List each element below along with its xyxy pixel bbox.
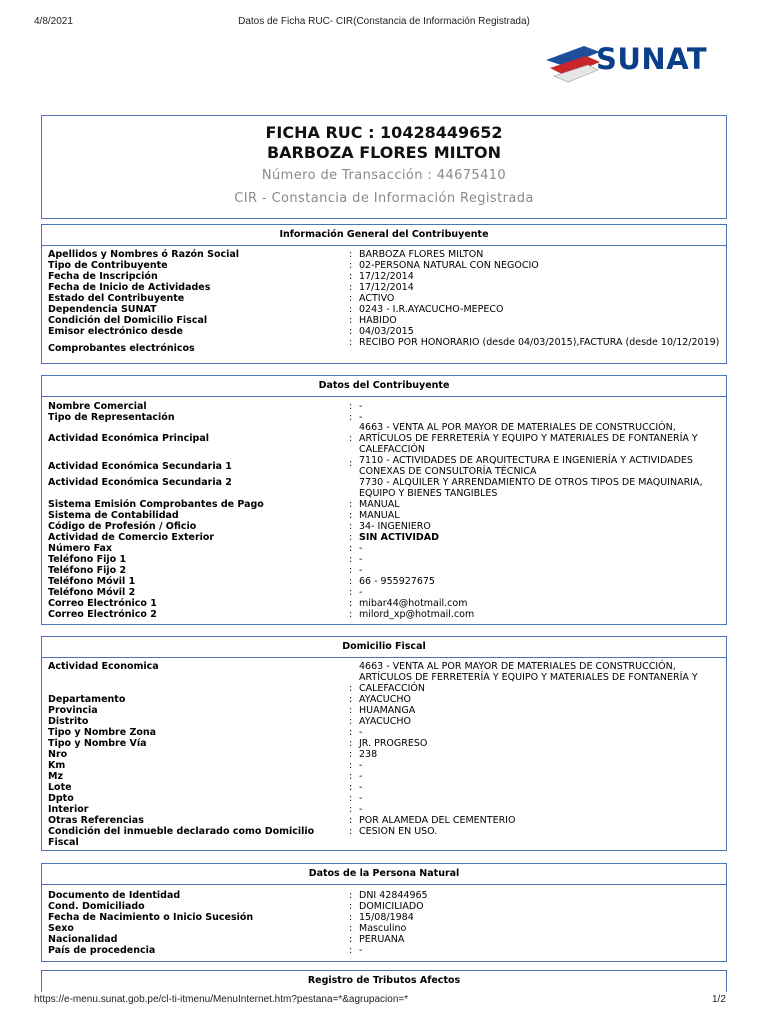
- row-value: -: [359, 945, 363, 956]
- row-value: POR ALAMEDA DEL CEMENTERIO: [359, 815, 516, 826]
- row-value: -: [359, 804, 363, 815]
- row-label: Actividad Económica Secundaria 1: [48, 461, 232, 472]
- row-value: -: [359, 727, 363, 738]
- row-label: Distrito: [48, 716, 89, 727]
- row-label: Lote: [48, 782, 72, 793]
- row-value: DNI 42844965: [359, 890, 428, 901]
- ficha-title-box: [41, 115, 727, 219]
- row-label: Otras Referencias: [48, 815, 144, 826]
- row-label: País de procedencia: [48, 945, 156, 956]
- row-label: Sistema Emisión Comprobantes de Pago: [48, 499, 264, 510]
- transaction-number: Número de Transacción : 44675410: [261, 168, 507, 183]
- row-label: Actividad de Comercio Exterior: [48, 532, 215, 543]
- row-value: 34- INGENIERO: [359, 521, 431, 532]
- row-label: Código de Profesión / Oficio: [48, 521, 197, 532]
- row-label: Actividad Económica Principal: [48, 433, 210, 444]
- row-value: 15/08/1984: [359, 912, 414, 923]
- print-url: https://e-menu.sunat.gob.pe/cl-ti-itmenu/MenuInternet.htm?pestana=*&agrupacion=*: [34, 994, 409, 1005]
- row-label: Actividad Economica: [48, 661, 159, 672]
- row-value: RECIBO POR HONORARIO (desde 04/03/2015),FACTURA (desde 10/12/2019): [359, 337, 720, 348]
- sunat-logo: [544, 38, 724, 86]
- section-datos-contribuyente: Datos del Contribuyente Nombre Comercial : - Tipo de Representación : - Actividad Económica Principal : 4663 - VENTA AL POR MAYOR DE MATERIALES DE CONSTRUCCIÓN, ARTÍCULOS DE FERRETERÍA Y EQUIPO Y MATERIALES DE FONTANERÍA Y CALEFACCIÓN Actividad Económica Secundaria 1 : 7110 - ACTIVIDADES DE ARQUITECTURA E INGENIERÍA Y ACTIVIDADES CONEXAS DE CONSULTORÍA TÉCNICA Actividad Económica Secundaria 2 7730 - ALQUILER Y ARRENDAMIENTO DE OTROS TIPOS DE MAQUINARIA, EQUIPO Y BIENES TANGIBLES Sistema Emisión Comprobantes de Pago : MANUAL Sistema de Contabilidad : MANUAL Código de Profesión / Oficio : 34- INGENIERO Actividad de Comercio Exterior : SIN ACTIVIDAD Número Fax : - Teléfono Fijo 1 : - Teléfono Fijo 2 : - Teléfono Móvil 1 : 66 - 955927675 Teléfono Móvil 2 : - Correo Electrónico 1 : mibar44@hotmail.com Correo Electrónico 2 : milord_xp@hotmail.com: [41, 375, 727, 625]
- ficha-ruc: FICHA RUC : 10428449652: [265, 123, 503, 142]
- row-value: -: [359, 760, 363, 771]
- taxpayer-name: BARBOZA FLORES MILTON: [266, 143, 502, 162]
- row-value: -: [359, 412, 363, 423]
- section-title: Datos de la Persona Natural: [42, 864, 726, 885]
- row-value: 0243 - I.R.AYACUCHO-MEPECO: [359, 304, 504, 315]
- row-value: AYACUCHO: [359, 716, 411, 727]
- row-value: 7110 - ACTIVIDADES DE ARQUITECTURA E INGENIERÍA Y ACTIVIDADES CONEXAS DE CONSULTORÍA TÉCNICA: [359, 455, 693, 477]
- row-value: -: [359, 565, 363, 576]
- row-label: Provincia: [48, 705, 98, 716]
- row-label: Condición del Domicilio Fiscal: [48, 315, 208, 326]
- logo-text: SUNAT: [596, 42, 708, 76]
- row-label: Fecha de Inscripción: [48, 271, 158, 282]
- row-label: Fecha de Nacimiento o Inicio Sucesión: [48, 912, 254, 923]
- row-label: Mz: [48, 771, 63, 782]
- row-value: DOMICILIADO: [359, 901, 424, 912]
- row-value: AYACUCHO: [359, 694, 411, 705]
- row-label: Teléfono Móvil 1: [48, 576, 136, 587]
- section-title: Información General del Contribuyente: [42, 225, 726, 246]
- row-value: 238: [359, 749, 378, 760]
- row-value: MANUAL: [359, 510, 400, 521]
- print-title: Datos de Ficha RUC- CIR(Constancia de Información Registrada): [238, 16, 530, 27]
- row-value: ACTIVO: [359, 293, 395, 304]
- row-label: Nombre Comercial: [48, 401, 147, 412]
- row-value: HUAMANGA: [359, 705, 416, 716]
- row-label: Correo Electrónico 2: [48, 609, 157, 620]
- row-label: Tipo de Representación: [48, 412, 175, 423]
- row-label: Departamento: [48, 694, 126, 705]
- row-value: 17/12/2014: [359, 271, 414, 282]
- row-label: Sexo: [48, 923, 74, 934]
- print-date: 4/8/2021: [34, 16, 73, 27]
- cir-subtitle: CIR - Constancia de Información Registrada: [234, 191, 534, 206]
- row-label: Estado del Contribuyente: [48, 293, 185, 304]
- row-value: CESION EN USO.: [359, 826, 438, 837]
- row-label: Dpto: [48, 793, 74, 804]
- row-label: Teléfono Fijo 2: [48, 565, 127, 576]
- row-value: JR. PROGRESO: [359, 738, 428, 749]
- row-value: 7730 - ALQUILER Y ARRENDAMIENTO DE OTROS TIPOS DE MAQUINARIA, EQUIPO Y BIENES TANGIBLES: [359, 477, 703, 499]
- row-value: -: [359, 793, 363, 804]
- row-label: Correo Electrónico 1: [48, 598, 157, 609]
- row-value: -: [359, 782, 363, 793]
- row-label: Número Fax: [48, 543, 113, 554]
- row-value: 02-PERSONA NATURAL CON NEGOCIO: [359, 260, 539, 271]
- row-value: BARBOZA FLORES MILTON: [359, 249, 484, 260]
- row-value: -: [359, 771, 363, 782]
- row-value: 17/12/2014: [359, 282, 414, 293]
- row-value: -: [359, 587, 363, 598]
- row-label: Nro: [48, 749, 68, 760]
- row-label: Cond. Domiciliado: [48, 901, 145, 912]
- row-value: -: [359, 554, 363, 565]
- row-value: -: [359, 401, 363, 412]
- section-tributos-afectos: [41, 970, 727, 992]
- row-value: -: [359, 543, 363, 554]
- row-label: Apellidos y Nombres ó Razón Social: [48, 249, 240, 260]
- row-value: 4663 - VENTA AL POR MAYOR DE MATERIALES DE CONSTRUCCIÓN, ARTÍCULOS DE FERRETERÍA Y EQUIPO Y MATERIALES DE FONTANERÍA Y CALEFACCIÓN: [359, 422, 698, 455]
- row-label: Emisor electrónico desde: [48, 326, 183, 337]
- row-value: 4663 - VENTA AL POR MAYOR DE MATERIALES DE CONSTRUCCIÓN, ARTÍCULOS DE FERRETERÍA Y EQUIPO Y MATERIALES DE FONTANERÍA Y CALEFACCIÓN: [359, 661, 698, 694]
- section-title: Domicilio Fiscal: [42, 637, 726, 658]
- row-label: Dependencia SUNAT: [48, 304, 157, 315]
- row-label: Interior: [48, 804, 89, 815]
- row-label: Tipo de Contribuyente: [48, 260, 168, 271]
- row-value: milord_xp@hotmail.com: [359, 609, 475, 620]
- page-number: 1/2: [712, 994, 726, 1005]
- row-label: Actividad Económica Secundaria 2: [48, 477, 232, 488]
- section-title: Datos del Contribuyente: [42, 376, 726, 397]
- row-value: SIN ACTIVIDAD: [359, 532, 439, 543]
- row-label: Teléfono Fijo 1: [48, 554, 127, 565]
- row-label: Nacionalidad: [48, 934, 118, 945]
- row-value: mibar44@hotmail.com: [359, 598, 468, 609]
- row-label: Teléfono Móvil 2: [48, 587, 136, 598]
- row-label: Km: [48, 760, 66, 771]
- row-label: Sistema de Contabilidad: [48, 510, 179, 521]
- section-informacion-general: Información General del Contribuyente Apellidos y Nombres ó Razón Social : BARBOZA FLORES MILTON Tipo de Contribuyente : 02-PERSONA NATURAL CON NEGOCIO Fecha de Inscripción : 17/12/2014 Fecha de Inicio de Actividades : 17/12/2014 Estado del Contribuyente : ACTIVO Dependencia SUNAT : 0243 - I.R.AYACUCHO-MEPECO Condición del Domicilio Fiscal : HABIDO Emisor electrónico desde : 04/03/2015 Comprobantes electrónicos : RECIBO POR HONORARIO (desde 04/03/2015),FACTURA (desde 10/12/2019): [41, 224, 727, 364]
- row-value: 04/03/2015: [359, 326, 414, 337]
- section-title: Registro de Tributos Afectos: [307, 975, 461, 986]
- row-value: PERUANA: [359, 934, 405, 945]
- row-value: MANUAL: [359, 499, 400, 510]
- section-domicilio-fiscal: Domicilio Fiscal Actividad Economica : 4663 - VENTA AL POR MAYOR DE MATERIALES DE CONSTRUCCIÓN, ARTÍCULOS DE FERRETERÍA Y EQUIPO Y MATERIALES DE FONTANERÍA Y CALEFACCIÓN Departamento : AYACUCHO Provincia : HUAMANGA Distrito : AYACUCHO Tipo y Nombre Zona : - Tipo y Nombre Vía : JR. PROGRESO Nro : 238 Km : - Mz : - Lote : - Dpto : - Interior : - Otras Referencias : POR ALAMEDA DEL CEMENTERIO Condición del inmueble declarado como Domicilio Fiscal : CESION EN USO.: [41, 636, 727, 851]
- row-value: Masculino: [359, 923, 407, 934]
- section-persona-natural: Datos de la Persona Natural Documento de Identidad : DNI 42844965 Cond. Domiciliado : DOMICILIADO Fecha de Nacimiento o Inicio Sucesión : 15/08/1984 Sexo : Masculino Nacionalidad : PERUANA País de procedencia : -: [41, 863, 727, 962]
- row-label: Condición del inmueble declarado como Domicilio Fiscal: [48, 826, 315, 848]
- row-label: Fecha de Inicio de Actividades: [48, 282, 211, 293]
- row-value: HABIDO: [359, 315, 397, 326]
- row-label: Documento de Identidad: [48, 890, 181, 901]
- row-label: Tipo y Nombre Zona: [48, 727, 157, 738]
- row-label: Tipo y Nombre Vía: [48, 738, 147, 749]
- row-value: 66 - 955927675: [359, 576, 435, 587]
- row-label: Comprobantes electrónicos: [48, 343, 195, 354]
